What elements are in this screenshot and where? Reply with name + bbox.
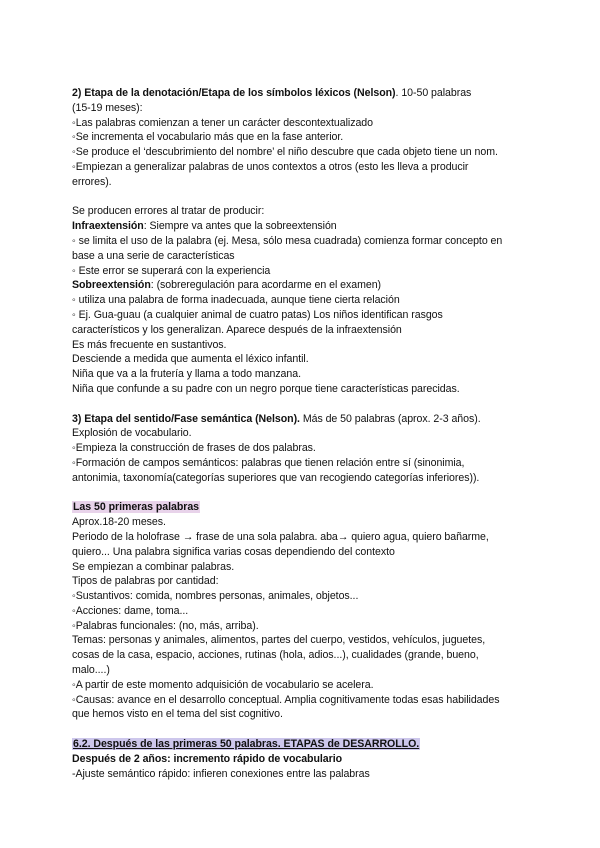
list-item: ◦Se produce el ‘descubrimiento del nombre’ el niño descubre que cada objeto tiene un nom. xyxy=(72,146,498,159)
sobreextension-label: Sobreextensión xyxy=(72,279,151,292)
spacer xyxy=(72,486,532,501)
list-item: ◦Causas: avance en el desarrollo conceptual. Amplia cognitivamente todas esas habilidades xyxy=(72,693,500,706)
list-item: Es más frecuente en sustantivos. xyxy=(72,338,227,351)
infraextension-line xyxy=(72,219,532,234)
section62-heading-line xyxy=(72,737,532,752)
list-item: Niña que va a la frutería y llama a todo manzana. xyxy=(72,368,301,381)
list-item: ◦Empiezan a generalizar palabras de unos contextos a otros (esto les lleva a producir xyxy=(72,160,469,173)
section62-heading: 6.2. Después de las primeras 50 palabras. ETAPAS de DESARROLLO. xyxy=(73,738,420,751)
list-item: ◦Sustantivos: comida, nombres personas, animales, objetos... xyxy=(72,590,359,603)
list-item: base a una serie de características xyxy=(72,249,235,262)
list-item: Desciende a medida que aumenta el léxico infantil. xyxy=(72,353,309,366)
list-item: ◦ Ej. Gua-guau (a cualquier animal de cuatro patas) Los niños identifican rasgos xyxy=(72,308,443,321)
list-item: ◦ utiliza una palabra de forma inadecuada, aunque tiene cierta relación xyxy=(72,294,400,307)
section2-heading xyxy=(72,86,532,101)
list-item: ◦ Este error se superará con la experiencia xyxy=(72,264,271,277)
list-item: ◦Acciones: dame, toma... xyxy=(72,604,189,617)
section2-heading-bold: 2) Etapa de la denotación/Etapa de los símbolos léxicos (Nelson) xyxy=(72,87,396,99)
section2-heading-rest: . 10-50 palabras xyxy=(395,87,472,99)
list-item: ◦A partir de este momento adquisición de vocabulario se acelera. xyxy=(72,678,374,691)
spacer xyxy=(72,397,532,412)
spacer xyxy=(72,190,532,205)
list-item: Periodo de la holofrase → frase de una sola palabra. aba→ quiero agua, quiero bañarme, xyxy=(72,530,489,543)
list-item: ◦Se incrementa el vocabulario más que en la fase anterior. xyxy=(72,131,344,144)
spacer xyxy=(72,722,532,737)
errors-intro: Se producen errores al tratar de producir: xyxy=(72,205,265,218)
list-item: cosas de la casa, espacio, acciones, rutinas (hola, adios...), cualidades (grande, bueno, xyxy=(72,649,479,662)
list-item: ◦Las palabras comienzan a tener un carácter descontextualizado xyxy=(72,116,373,129)
list-item: quiero... Una palabra significa varias cosas dependiendo del contexto xyxy=(72,545,395,558)
section3-heading-rest: Más de 50 palabras (aprox. 2-3 años). xyxy=(299,412,481,425)
infraextension-label: Infraextensión xyxy=(72,220,144,233)
list-item: -Ajuste semántico rápido: infieren conexiones entre las palabras xyxy=(72,767,370,780)
list-item: que hemos visto en el tema del sist cognitivo. xyxy=(72,708,283,721)
list-item: errores). xyxy=(72,175,112,188)
list-item: Aprox.18-20 meses. xyxy=(72,516,166,529)
list-item: ◦Formación de campos semánticos: palabras que tienen relación entre sí (sinonimia, xyxy=(72,456,465,469)
section3-heading xyxy=(72,412,532,427)
sobreextension-line xyxy=(72,278,532,293)
list-item: antonimia, taxonomía(categorías superiores que van recogiendo categorías inferiores)). xyxy=(72,471,480,484)
list-item: ◦ se limita el uso de la palabra (ej. Mesa, sólo mesa cuadrada) comienza formar concepto en xyxy=(72,234,503,247)
list-item: malo....) xyxy=(72,664,110,677)
section62-subheading: Después de 2 años: incremento rápido de vocabulario xyxy=(72,752,343,765)
section2-subline: (15-19 meses): xyxy=(72,101,143,114)
section3-heading-bold: 3) Etapa del sentido/Fase semántica (Nelson). xyxy=(72,412,300,425)
list-item: Tipos de palabras por cantidad: xyxy=(72,575,219,588)
list-item: ◦Empieza la construcción de frases de dos palabras. xyxy=(72,442,316,455)
list-item: Niña que confunde a su padre con un negro porque tiene características parecidas. xyxy=(72,382,460,395)
list-item: Explosión de vocabulario. xyxy=(72,427,192,440)
list-item: Temas: personas y animales, alimentos, partes del cuerpo, vestidos, vehículos, juguetes, xyxy=(72,634,486,647)
document-page xyxy=(72,86,532,781)
infraextension-text: : Siempre va antes que la sobreextensión xyxy=(143,220,337,233)
list-item: ◦Palabras funcionales: (no, más, arriba). xyxy=(72,619,259,632)
list-item: Se empiezan a combinar palabras. xyxy=(72,560,235,573)
first50-heading: Las 50 primeras palabras xyxy=(73,501,199,514)
list-item: característicos y los generalizan. Aparece después de la infraextensión xyxy=(72,323,402,336)
sobreextension-text: : (sobreregulación para acordarme en el examen) xyxy=(150,279,382,292)
first50-heading-line xyxy=(72,500,532,515)
